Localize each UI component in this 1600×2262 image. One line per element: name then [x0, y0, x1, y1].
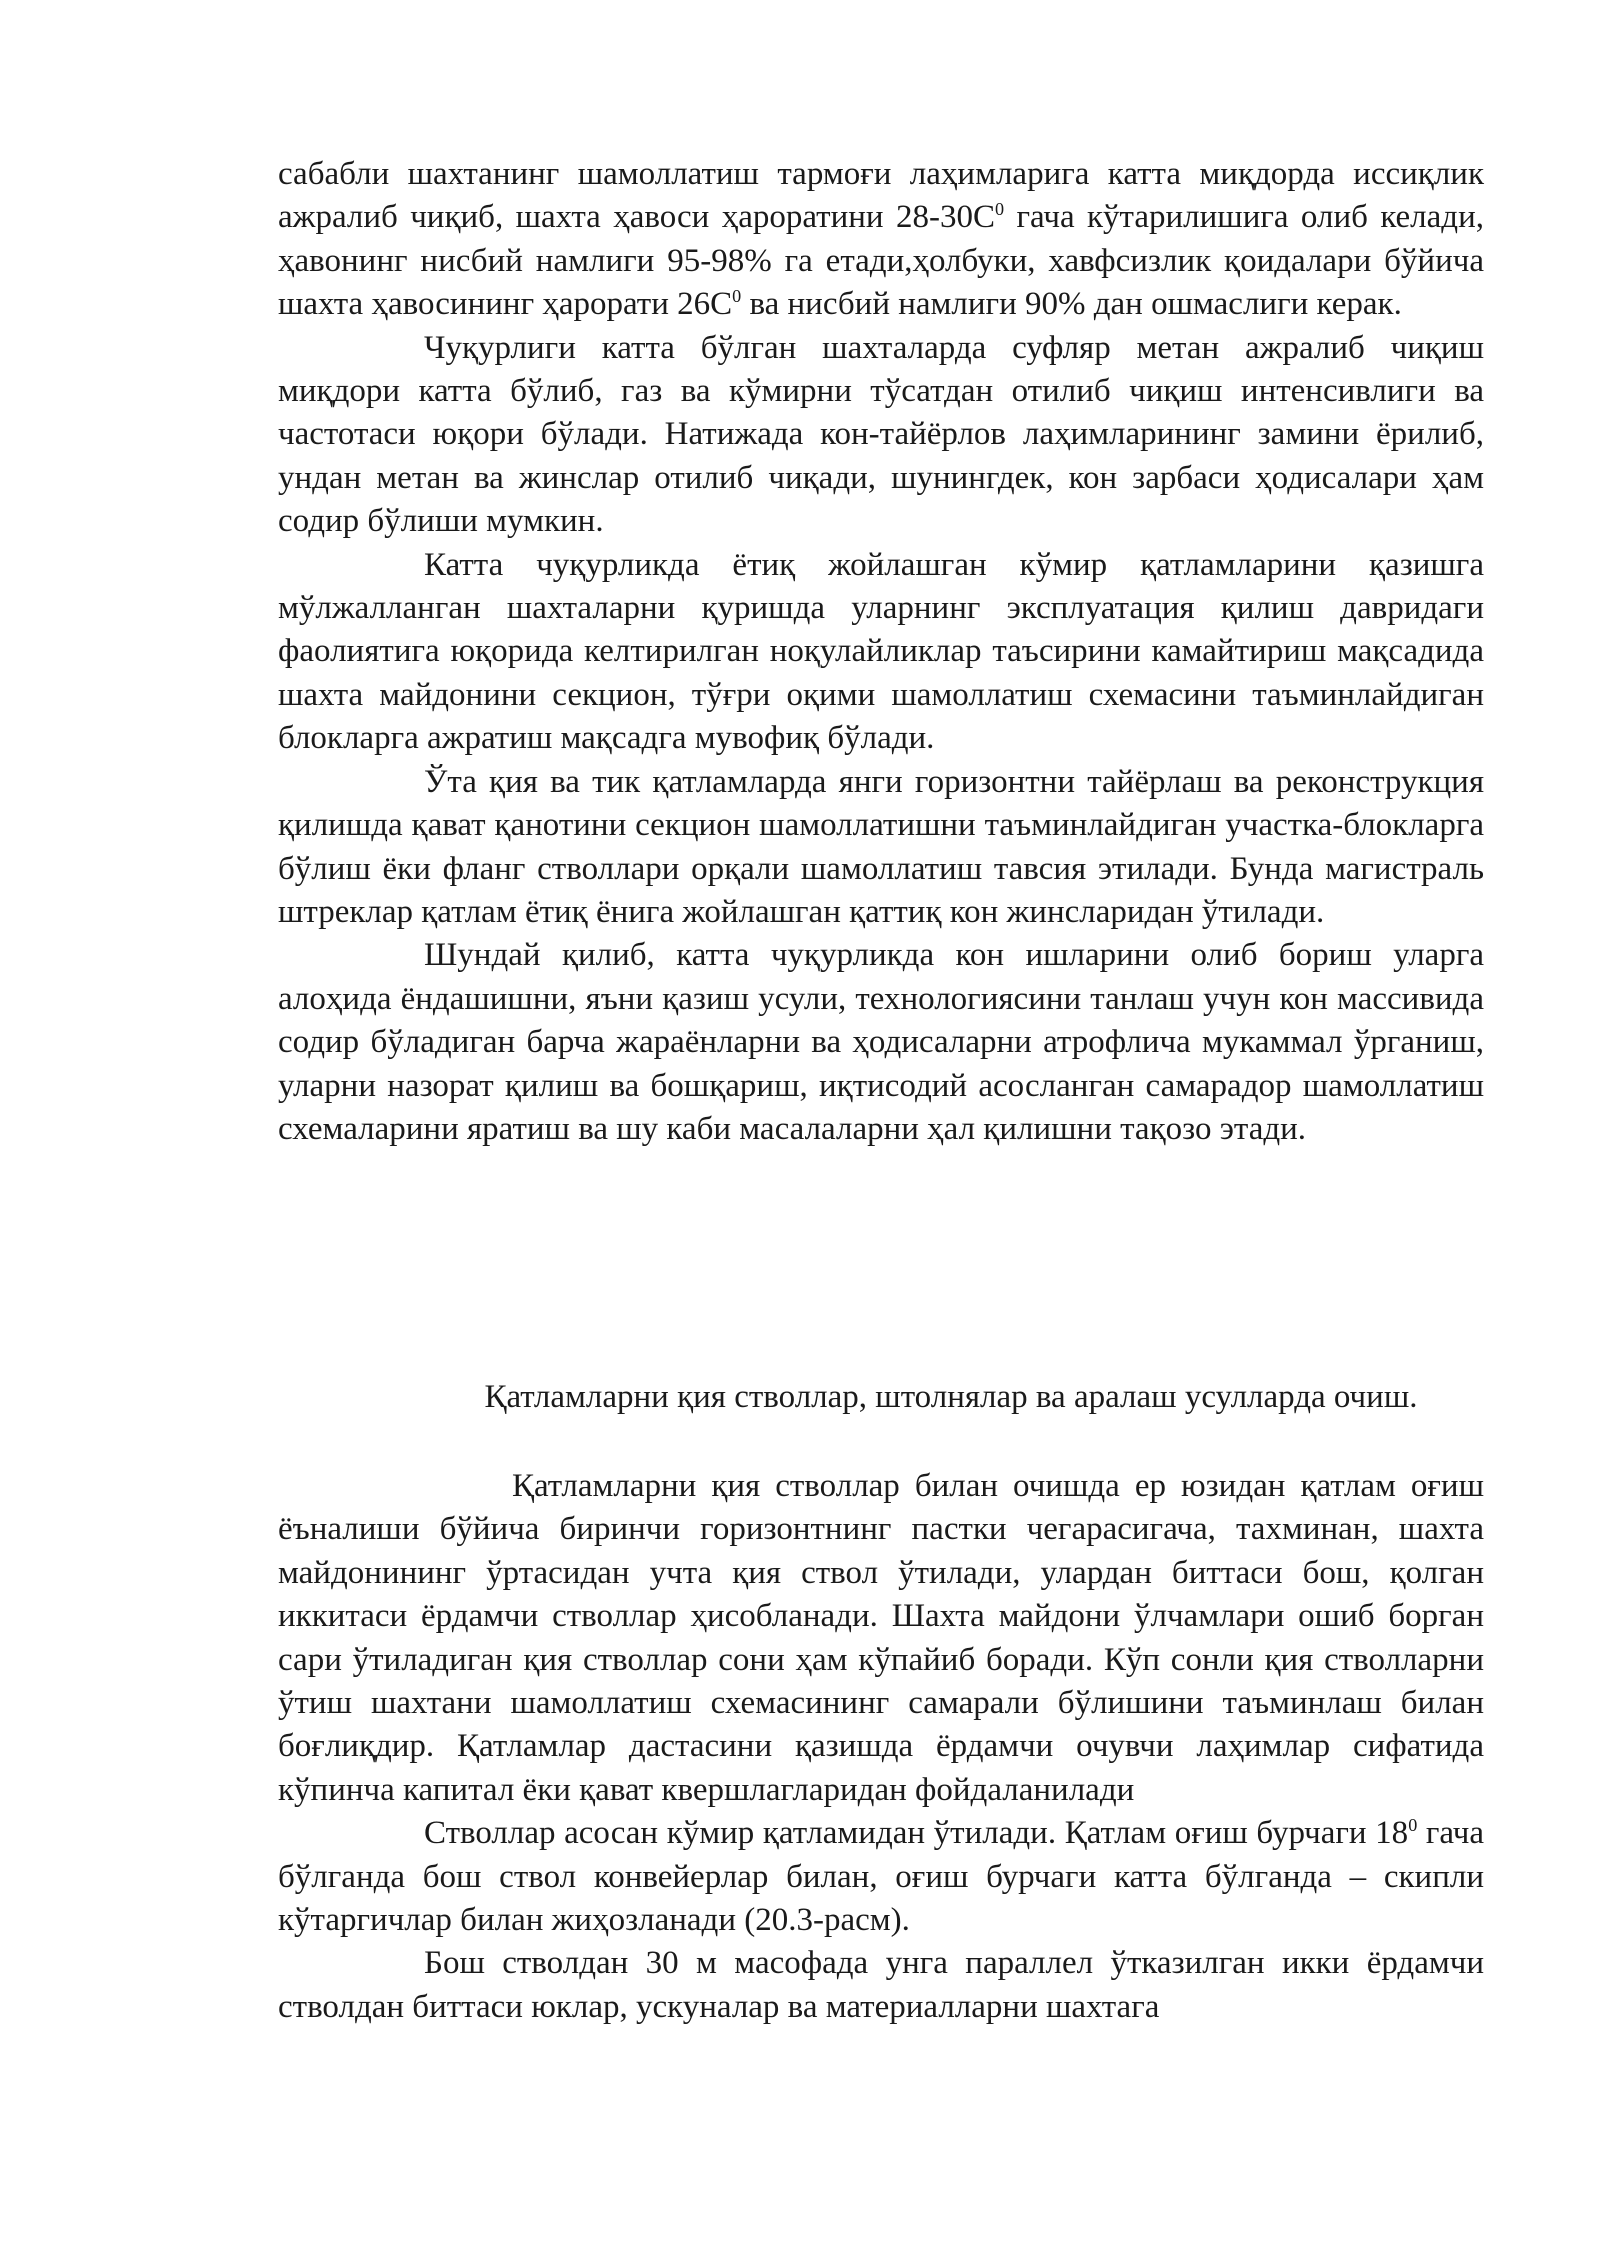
paragraph-7-part-2: гача бўлганда бош ствол конвейерлар билан, оғиш бурчаги катта бўлганда – скипли кўтаргичлар билан жиҳозланади (20.3-расм). [278, 1815, 1484, 1939]
paragraph-6: Қатламларни қия стволлар билан очишда ер юзидан қатлам оғиш ёъналиши бўйича биринчи горизонтнинг пастки чегарасигача, тахминан, шахта майдонининг ўртасидан учта қия ствол ўтилади, улардан биттаси бош, қолган иккитаси ёрдамчи стволлар ҳисобланади. Шахта майдони ўлчамлари ошиб борган сари ўтиладиган қия стволлар сони ҳам кўпайиб боради. Кўп сонли қия стволларни ўтиш шахтани шамоллатиш схемасининг самарали бўлишини таъминлаш билан боғлиқдир. Қатламлар дастасини қазишда ёрдамчи очувчи лаҳимлар сифатида кўпинча капитал ёки қават квершлагларидан фойдаланилади [278, 1468, 1484, 1808]
superscript-degree: 0 [995, 199, 1005, 220]
paragraph-1-part-1: сабабли шахтанинг шамоллатиш тармоғи лаҳимларига катта миқдорда иссиқлик ажралиб чиқиб, шахта ҳавоси ҳароратини 28-30С [278, 156, 1484, 236]
paragraph-8: Бош стволдан 30 м масофада унга параллел ўтказилган икки ёрдамчи стволдан биттаси юклар, ускуналар ва материалларни шахтага [278, 1945, 1484, 2025]
paragraph-3: Катта чуқурликда ётиқ жойлашган кўмир қатламларини қазишга мўлжалланган шахталарни қуришда уларнинг эксплуатация қилиш давридаги фаолиятига юқорида келтирилган ноқулайликлар таъсирини камайтириш мақсадида шахта майдонини секцион, тўғри оқими шамоллатиш схемасини таъминлайдиган блокларга ажратиш мақсадга мувофиқ бўлади. [278, 546, 1484, 757]
body-text-top [278, 153, 1484, 1151]
superscript-degree: 0 [732, 286, 742, 307]
superscript-degree: 0 [1408, 1815, 1418, 1836]
paragraph-7 [278, 1812, 1484, 1942]
paragraph-2: Чуқурлиги катта бўлган шахталарда суфляр метан ажралиб чиқиш миқдори катта бўлиб, газ ва кўмирни тўсатдан отилиб чиқиш интенсивлиги ва частотаси юқори бўлади. Натижада кон-тайёрлов лаҳимларининг замини ёрилиб, ундан метан ва жинслар отилиб чиқади, шунингдек, кон зарбаси ҳодисалари ҳам содир бўлиши мумкин. [278, 329, 1484, 540]
paragraph-5: Шундай қилиб, катта чуқурликда кон ишларини олиб бориш уларга алоҳида ёндашишни, яъни қазиш усули, технологиясини танлаш учун кон массивида содир бўладиган барча жараёнларни ва ҳодисаларни атрофлича мукаммал ўрганиш, уларни назорат қилиш ва бошқариш, иқтисодий асосланган самарадор шамоллатиш схемаларини яратиш ва шу каби масалаларни ҳал қилишни тақозо этади. [278, 937, 1484, 1147]
paragraph-7-part-1: Стволлар асосан кўмир қатламидан ўтилади. Қатлам оғиш бурчаги 18 [424, 1815, 1409, 1852]
paragraph-1-part-3: ва нисбий намлиги 90% дан ошмаслиги керак. [741, 286, 1402, 323]
body-text-bottom [278, 1465, 1484, 2029]
paragraph-1-part-2: гача кўтарилишига олиб келади, ҳавонинг нисбий намлиги 95-98% га етади,ҳолбуки, хавфсизлик қоидалари бўйича шахта ҳавосининг ҳарорати 26С [278, 199, 1484, 323]
section-heading: Қатламларни қия стволлар, штолнялар ва аралаш усулларда очиш. [484, 1379, 1418, 1415]
paragraph-1 [278, 153, 1484, 327]
paragraph-4: Ўта қия ва тик қатламларда янги горизонтни тайёрлаш ва реконструкция қилишда қават қанотини секцион шамоллатишни таъминлайдиган участка-блокларга бўлиш ёки фланг стволлари орқали шамоллатиш тавсия этилади. Бунда магистраль штреклар қатлам ётиқ ёнига жойлашган қаттиқ кон жинсларидан ўтилади. [278, 763, 1484, 930]
section-heading-wrap [278, 1376, 1484, 1419]
